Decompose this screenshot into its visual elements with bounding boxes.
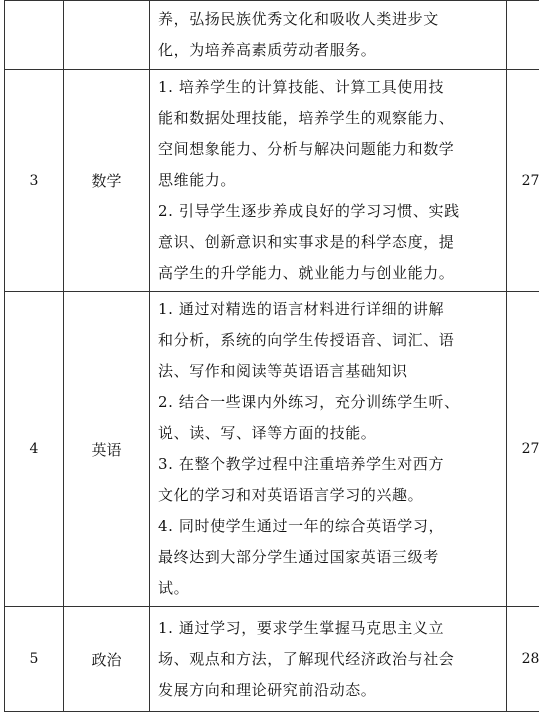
objective-line: 场、观点和方法，了解现代经济政治与社会 <box>158 644 498 675</box>
objective-line: 能和数据处理技能，培养学生的观察能力、 <box>158 103 498 134</box>
objective-line: 文化的学习和对英语语言学习的兴趣。 <box>158 480 498 511</box>
hours-cell: 28 <box>507 607 539 712</box>
table-row <box>5 1 539 70</box>
objective-line: 2. 结合一些课内外练习，充分训练学生听、 <box>158 387 498 418</box>
objective-line: 发展方向和理论研究前沿动态。 <box>158 675 498 706</box>
objective-line: 意识、创新意识和实事求是的科学态度，提 <box>158 227 498 258</box>
curriculum-table <box>4 0 539 712</box>
objectives-cell <box>150 292 507 607</box>
objective-line: 4. 同时使学生通过一年的综合英语学习， <box>158 511 498 542</box>
objective-line: 高学生的升学能力、就业能力与创业能力。 <box>158 258 498 289</box>
table-row <box>5 292 539 607</box>
objective-line: 2. 引导学生逐步养成良好的学习习惯、实践 <box>158 196 498 227</box>
subject-cell: 英语 <box>64 292 150 607</box>
objectives-cell <box>150 1 507 70</box>
objective-line: 3. 在整个教学过程中注重培养学生对西方 <box>158 449 498 480</box>
course-number-cell: 3 <box>5 70 64 292</box>
objective-line: 试。 <box>158 573 498 604</box>
objective-line: 法、写作和阅读等英语语言基础知识 <box>158 356 498 387</box>
objectives-cell <box>150 607 507 712</box>
table-row <box>5 607 539 712</box>
objective-line: 最终达到大部分学生通过国家英语三级考 <box>158 542 498 573</box>
course-number-cell: 5 <box>5 607 64 712</box>
subject-cell: 数学 <box>64 70 150 292</box>
objective-line: 和分析，系统的向学生传授语音、词汇、语 <box>158 325 498 356</box>
objective-line: 思维能力。 <box>158 165 498 196</box>
objective-line: 说、读、写、译等方面的技能。 <box>158 418 498 449</box>
objective-line: 化，为培养高素质劳动者服务。 <box>158 35 498 66</box>
objective-line: 1. 通过学习，要求学生掌握马克思主义立 <box>158 613 498 644</box>
objective-line: 1. 培养学生的计算技能、计算工具使用技 <box>158 72 498 103</box>
course-number-cell: 4 <box>5 292 64 607</box>
table-row <box>5 70 539 292</box>
objective-line: 空间想象能力、分析与解决问题能力和数学 <box>158 134 498 165</box>
hours-cell: 27 <box>507 292 539 607</box>
hours-cell: 27 <box>507 70 539 292</box>
objective-line: 养，弘扬民族优秀文化和吸收人类进步文 <box>158 4 498 35</box>
subject-cell: 政治 <box>64 607 150 712</box>
objectives-cell <box>150 70 507 292</box>
hours-cell <box>507 1 539 70</box>
course-number-cell <box>5 1 64 70</box>
objective-line: 1. 通过对精选的语言材料进行详细的讲解 <box>158 294 498 325</box>
subject-cell <box>64 1 150 70</box>
